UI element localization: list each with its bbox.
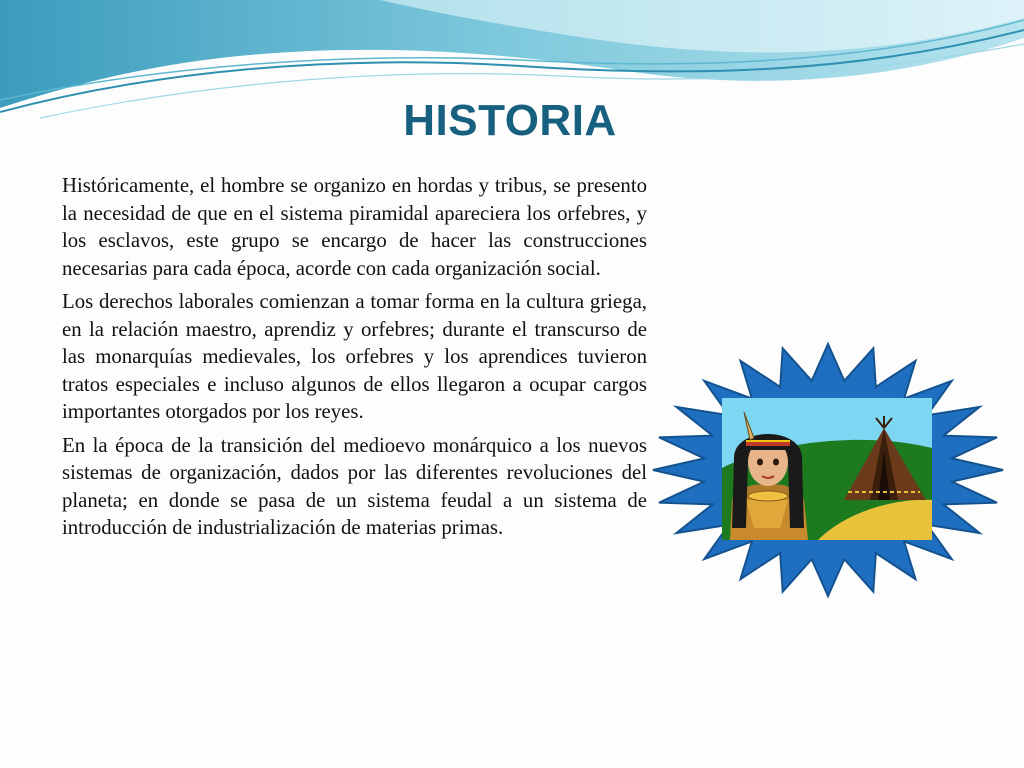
body-text	[62, 172, 647, 548]
paragraph-3: En la época de la transición del medioevo monárquico a los nuevos sistemas de organización, dados por las diferentes revoluciones del planeta; en donde se pasa de un sistema feudal a un sistema de introducción de industrialización de materias primas.	[62, 433, 647, 539]
paragraph-2: Los derechos laborales comienzan a tomar forma en la cultura griega, en la relación maestro, aprendiz y orfebres; durante el transcurso de las monarquías medievales, los orfebres y los aprendices tuvieron tratos especiales e incluso algunos de ellos llegaron a ocupar cargos importantes otorgados por los reyes.	[62, 290, 647, 423]
native-girl-teepee-illustration	[648, 340, 1008, 600]
paragraph-1: Históricamente, el hombre se organizo en hordas y tribus, se presento la necesidad de que en el sistema piramidal apareciera los orfebres, y los esclavos, este grupo se encargo de hacer las construcciones necesarias para cada época, acorde con cada organización social.	[62, 174, 647, 280]
scene-picture	[722, 398, 932, 540]
slide-title: HISTORIA	[403, 96, 617, 145]
